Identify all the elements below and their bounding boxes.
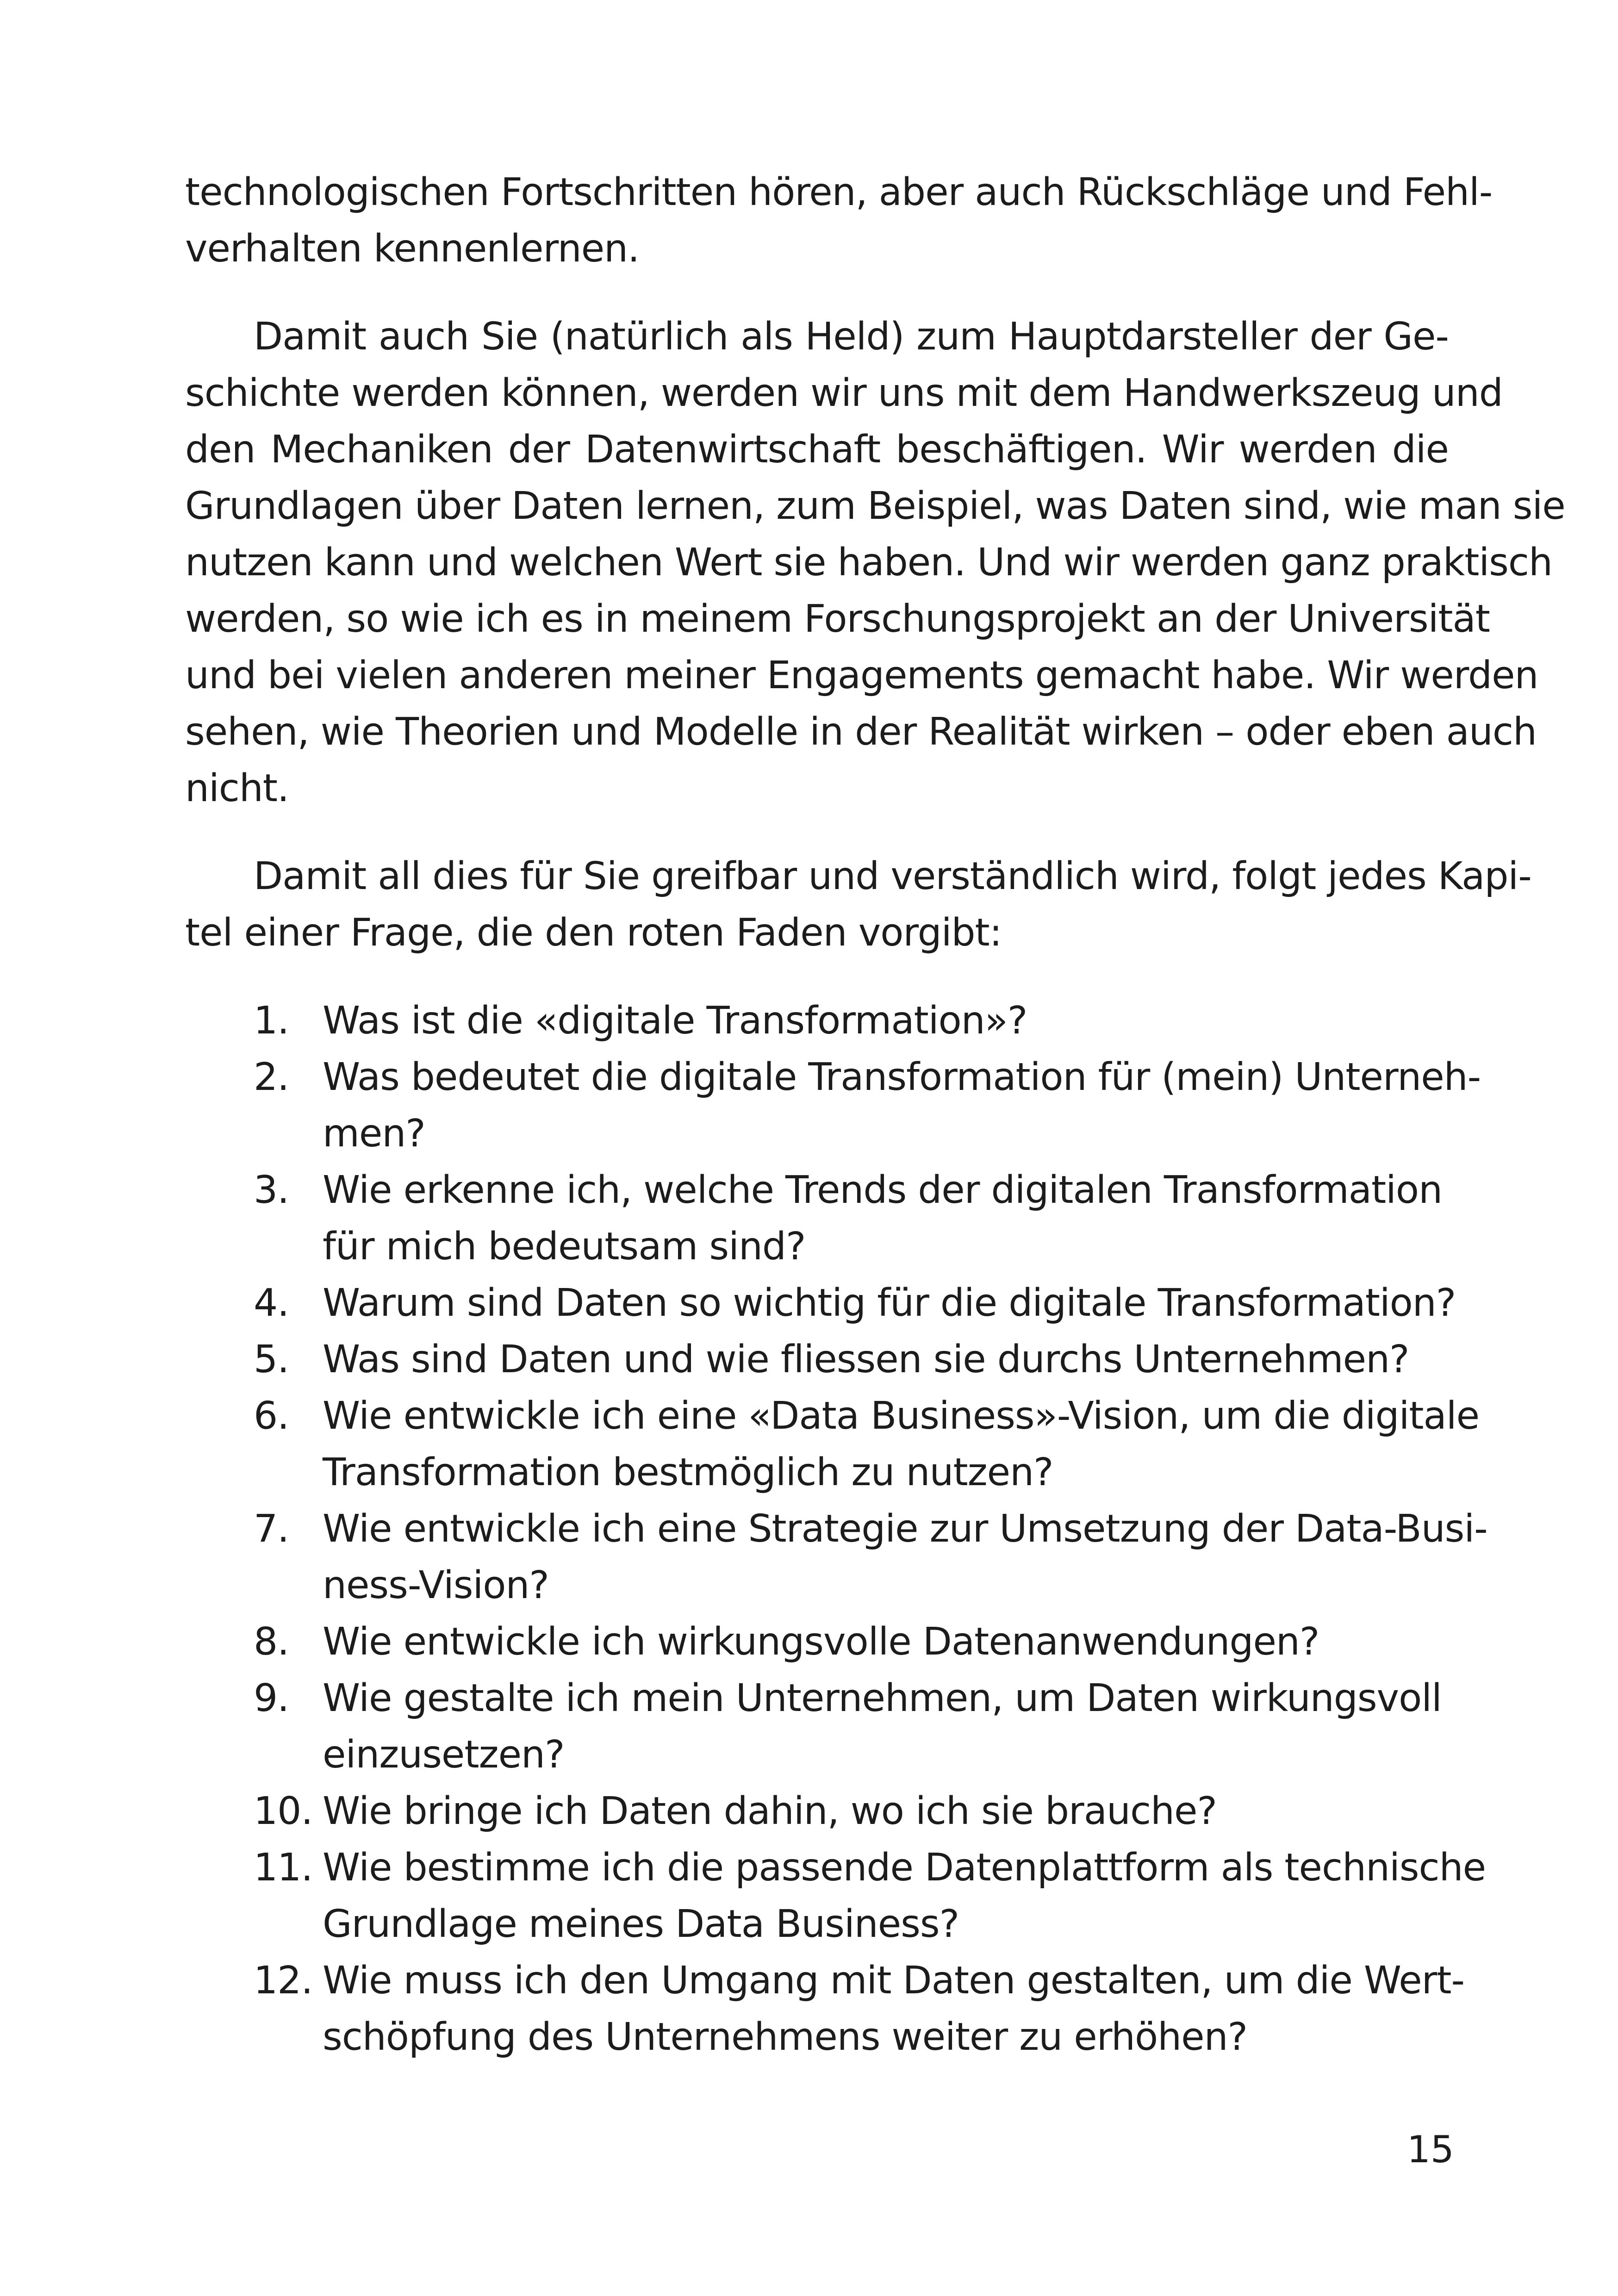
text-line: tel einer Frage, die den roten Faden vorgibt: [185,911,1002,955]
list-number: 3. [254,1168,289,1212]
list-text: Was sind Daten und wie fliessen sie durchs Unternehmen? [323,1338,1409,1381]
list-item [185,1783,1449,1840]
list-number: 2. [254,1055,289,1099]
paragraph-2 [185,309,1565,817]
list-text: Wie entwickle ich wirkungsvolle Datenanwendungen? [323,1620,1319,1664]
list-item [185,1614,1449,1670]
paragraph-3 [185,848,1531,961]
list-item [185,1953,1465,2066]
list-text: einzusetzen? [323,1733,565,1777]
list-text: Wie entwickle ich eine «Data Business»-Vision, um die digitale [323,1394,1480,1438]
list-item [185,1332,1449,1388]
page-number: 15 [1407,2128,1454,2171]
text-line: und bei vielen anderen meiner Engagements gemacht habe. Wir werden [185,653,1538,697]
list-number: 10. [254,1789,313,1833]
list-text: Was bedeutet die digitale Transformation für (mein) Unterneh- [323,1055,1481,1099]
list-text: Wie gestalte ich mein Unternehmen, um Daten wirkungsvoll [323,1676,1442,1720]
text-line: Damit auch Sie (natürlich als Held) zum Hauptdarsteller der Ge- [254,315,1449,359]
list-text: Wie muss ich den Umgang mit Daten gestalten, um die Wert- [323,1959,1465,2003]
list-item [185,993,1449,1049]
list-text: Warum sind Daten so wichtig für die digitale Transformation? [323,1281,1456,1325]
list-text: Wie erkenne ich, welche Trends der digitalen Transformation [323,1168,1443,1212]
list-number: 1. [254,999,289,1043]
list-number: 9. [254,1676,289,1720]
list-text: Transformation bestmöglich zu nutzen? [323,1450,1053,1494]
list-text: Wie bestimme ich die passende Datenplattform als technische [323,1846,1486,1890]
paragraph-1 [185,164,1493,277]
question-list [185,993,1487,2066]
list-number: 11. [254,1846,313,1890]
list-number: 5. [254,1338,289,1381]
list-item [185,1162,1449,1275]
list-text: Wie entwickle ich eine Strategie zur Umsetzung der Data-Busi- [323,1507,1487,1551]
list-text: schöpfung des Unternehmens weiter zu erhöhen? [323,2015,1248,2059]
list-text: Was ist die «digitale Transformation»? [323,999,1027,1043]
list-number: 6. [254,1394,289,1438]
text-line: Grundlagen über Daten lernen, zum Beispiel, was Daten sind, wie man sie [185,484,1565,528]
list-number: 4. [254,1281,289,1325]
text-line: verhalten kennenlernen. [185,227,640,271]
list-number: 7. [254,1507,289,1551]
list-number: 12. [254,1959,313,2003]
text-line: nutzen kann und welchen Wert sie haben. Und wir werden ganz praktisch [185,541,1552,585]
list-item [185,1388,1480,1501]
list-text: Grundlage meines Data Business? [323,1902,959,1946]
text-line: schichte werden können, werden wir uns mit dem Handwerkszeug und [185,371,1503,415]
text-line: nicht. [185,766,289,810]
list-item [185,1275,1456,1332]
list-text: Wie bringe ich Daten dahin, wo ich sie brauche? [323,1789,1217,1833]
page-body [185,164,1565,2066]
list-item [185,1501,1487,1614]
list-number: 8. [254,1620,289,1664]
list-text: men? [323,1112,425,1156]
text-line: werden, so wie ich es in meinem Forschungsprojekt an der Universität [185,597,1490,641]
list-text: ness-Vision? [323,1563,549,1607]
text-line: den Mechaniken der Datenwirtschaft beschäftigen. Wir werden die [185,428,1449,472]
text-line: sehen, wie Theorien und Modelle in der Realität wirken – oder eben auch [185,710,1537,754]
list-item [185,1840,1486,1953]
text-line: Damit all dies für Sie greifbar und verständlich wird, folgt jedes Kapi- [254,854,1531,898]
text-line: technologischen Fortschritten hören, aber auch Rückschläge und Fehl- [185,170,1493,214]
list-item [185,1049,1481,1162]
list-item [185,1670,1449,1783]
list-text: für mich bedeutsam sind? [323,1225,806,1269]
